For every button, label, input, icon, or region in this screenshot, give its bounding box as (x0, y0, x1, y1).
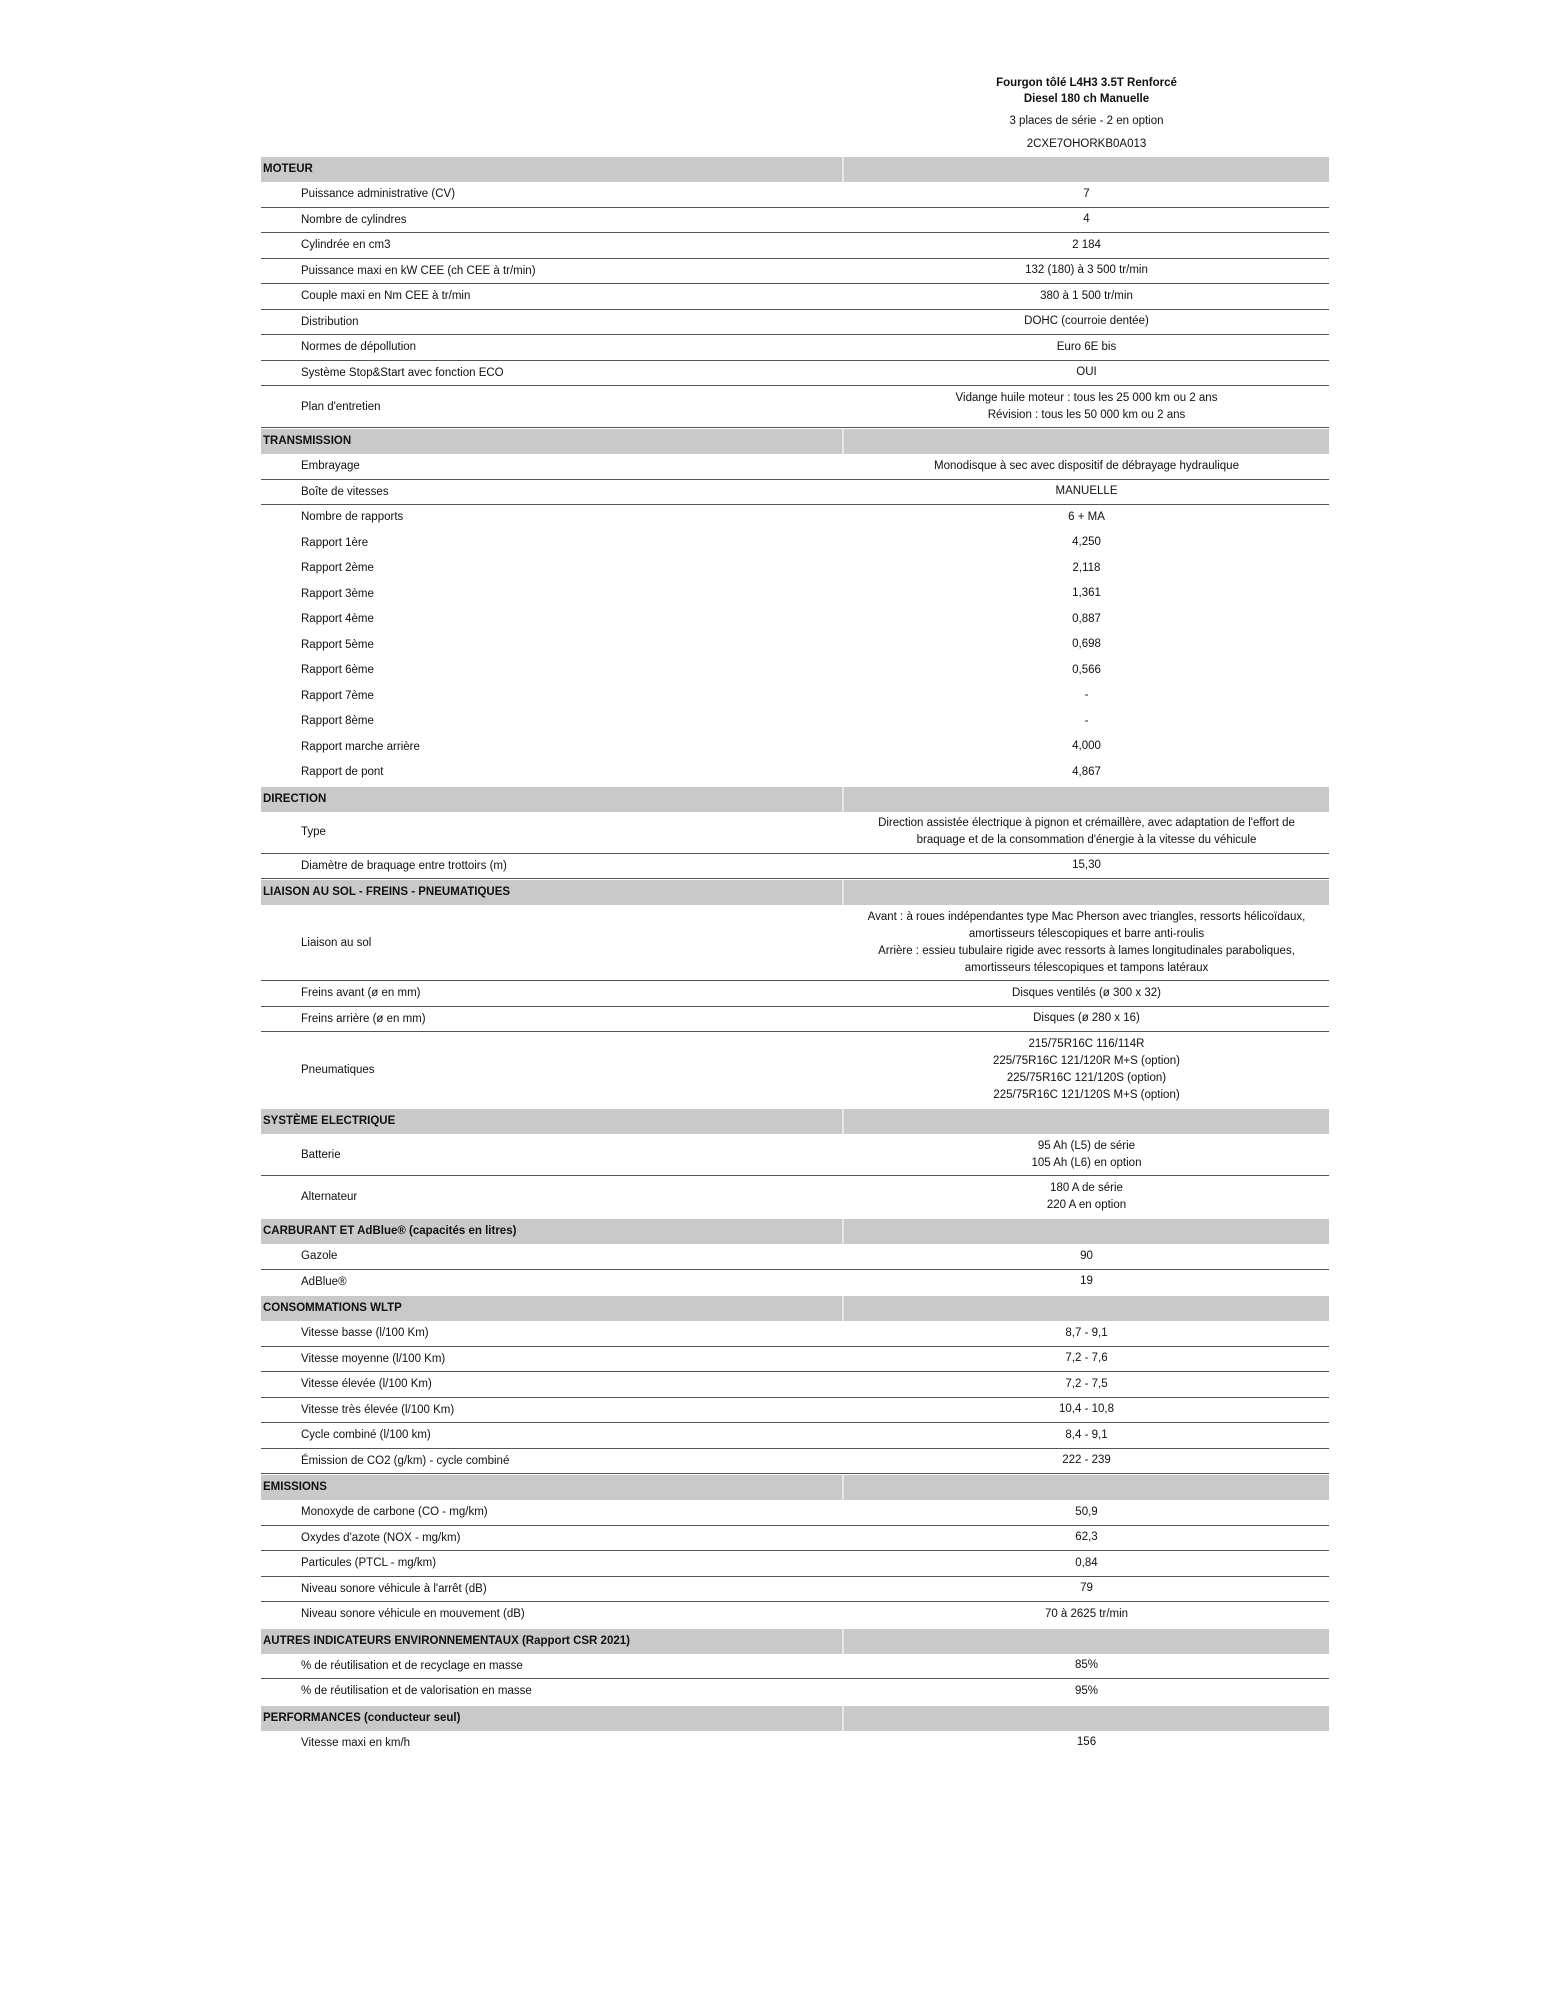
spec-value-line: 0,698 (1072, 638, 1101, 651)
spec-value-line: 95% (1074, 1684, 1099, 1697)
spec-value-line: 15,30 (1072, 859, 1101, 872)
spec-value-line: Disques ventilés (ø 300 x 32) (1012, 986, 1161, 999)
section-header-cell (842, 787, 1329, 812)
section-header (261, 429, 1329, 454)
spec-row (261, 386, 1329, 428)
spec-value-line: 132 (180) à 3 500 tr/min (1025, 264, 1148, 277)
spec-row (261, 582, 1329, 608)
section-header-cell (842, 429, 1329, 454)
spec-label: Batterie (301, 1148, 341, 1161)
spec-value (844, 1427, 1329, 1444)
spec-label: Puissance maxi en kW CEE (ch CEE à tr/min) (301, 264, 536, 277)
spec-value (844, 815, 1329, 849)
spec-value (844, 339, 1329, 356)
spec-value-line: 50,9 (1075, 1505, 1098, 1518)
spec-value-line: MANUELLE (1055, 485, 1118, 498)
spec-value-line: braquage et de la consommation d'énergie à la vitesse du véhicule (916, 834, 1257, 846)
section-header-cell (842, 1629, 1329, 1654)
section-title: LIAISON AU SOL - FREINS - PNEUMATIQUES (263, 886, 511, 898)
spec-value-line: 225/75R16C 121/120S M+S (option) (993, 1088, 1180, 1101)
spec-value-line: 0,887 (1072, 612, 1101, 625)
spec-value (844, 1350, 1329, 1367)
spec-value-line: 2 184 (1072, 238, 1101, 251)
spec-value-line: Monodisque à sec avec dispositif de débrayage hydraulique (934, 459, 1239, 472)
spec-sheet (261, 75, 1329, 1756)
spec-row (261, 284, 1329, 310)
spec-value-line: 19 (1080, 1275, 1093, 1288)
spec-label: Plan d'entretien (301, 400, 381, 413)
spec-value (844, 611, 1329, 628)
spec-row (261, 1449, 1329, 1475)
spec-value (844, 1248, 1329, 1265)
spec-value-line: 95 Ah (L5) de série (1037, 1139, 1136, 1152)
spec-value (844, 560, 1329, 577)
spec-value (844, 1657, 1329, 1674)
spec-row (261, 1372, 1329, 1398)
spec-label: Couple maxi en Nm CEE à tr/min (301, 290, 471, 303)
section-title: SYSTÈME ELECTRIQUE (263, 1115, 396, 1127)
spec-label: Particules (PTCL - mg/km) (301, 1557, 437, 1570)
seats-info: 3 places de série - 2 en option (1009, 115, 1164, 127)
spec-value-line: 4,250 (1072, 536, 1101, 549)
spec-row (261, 1270, 1329, 1296)
spec-value (844, 857, 1329, 874)
spec-value (844, 1529, 1329, 1546)
spec-value (844, 390, 1329, 424)
spec-row (261, 208, 1329, 234)
spec-label: Embrayage (301, 460, 360, 473)
spec-value-line: Disques (ø 280 x 16) (1033, 1012, 1140, 1025)
spec-value-line: 156 (1076, 1736, 1097, 1749)
spec-value (844, 662, 1329, 679)
spec-value (844, 636, 1329, 653)
section-header-cell (842, 1296, 1329, 1321)
section-title: EMISSIONS (263, 1481, 327, 1493)
spec-row (261, 684, 1329, 710)
spec-row (261, 607, 1329, 633)
spec-value (844, 262, 1329, 279)
spec-value (844, 1555, 1329, 1572)
spec-label: Puissance administrative (CV) (301, 188, 456, 201)
spec-row (261, 531, 1329, 557)
spec-value-line: 8,7 - 9,1 (1065, 1326, 1108, 1339)
spec-value-line: 220 A en option (1046, 1198, 1127, 1211)
spec-row (261, 259, 1329, 285)
spec-row (261, 1551, 1329, 1577)
spec-label: Rapport 3ème (301, 587, 374, 600)
spec-value-line: 7 (1083, 187, 1090, 200)
spec-label: Système Stop&Start avec fonction ECO (301, 366, 504, 379)
section-header (261, 157, 1329, 182)
spec-value-line: 10,4 - 10,8 (1059, 1403, 1114, 1416)
spec-label: Cycle combiné (l/100 km) (301, 1429, 431, 1442)
spec-value (844, 534, 1329, 551)
spec-label: Rapport 4ème (301, 613, 374, 626)
spec-label: Niveau sonore véhicule à l'arrêt (dB) (301, 1582, 487, 1595)
spec-value (844, 1138, 1329, 1172)
spec-label: Boîte de vitesses (301, 485, 389, 498)
spec-value-line: 7,2 - 7,5 (1065, 1377, 1108, 1390)
spec-label: Rapport 7ème (301, 689, 374, 702)
spec-value (844, 1180, 1329, 1214)
spec-value-line: Avant : à roues indépendantes type Mac Pherson avec triangles, ressorts hélicoïdaux, (867, 910, 1306, 923)
spec-value-line: 222 - 239 (1062, 1454, 1111, 1467)
spec-value (844, 1376, 1329, 1393)
spec-row (261, 310, 1329, 336)
spec-label: AdBlue® (301, 1275, 347, 1288)
spec-value (844, 909, 1329, 977)
spec-value-line: OUI (1076, 366, 1097, 379)
vehicle-code: 2CXE7OHORKB0A013 (1026, 138, 1147, 150)
spec-row (261, 182, 1329, 208)
spec-value-line: 215/75R16C 116/114R (1028, 1037, 1145, 1050)
spec-label: Rapport de pont (301, 766, 384, 779)
spec-row (261, 1347, 1329, 1373)
spec-label: Vitesse élevée (l/100 Km) (301, 1378, 432, 1391)
spec-row (261, 1526, 1329, 1552)
spec-label: % de réutilisation et de recyclage en masse (301, 1659, 523, 1672)
spec-label: Diamètre de braquage entre trottoirs (m) (301, 859, 507, 872)
spec-value-line: - (1084, 689, 1089, 702)
spec-row (261, 854, 1329, 880)
spec-row (261, 1134, 1329, 1176)
spec-label: Type (301, 826, 326, 838)
spec-value-line: Direction assistée électrique à pignon et crémaillère, avec adaptation de l'effort de (878, 817, 1295, 829)
spec-row (261, 505, 1329, 531)
vehicle-title-line1: Fourgon tôlé L4H3 3.5T Renforcé (996, 77, 1177, 89)
spec-value-line: 4 (1083, 213, 1090, 226)
spec-label: Cylindrée en cm3 (301, 239, 391, 252)
spec-value (844, 1580, 1329, 1597)
spec-row (261, 480, 1329, 506)
spec-label: Rapport 1ère (301, 536, 369, 549)
spec-row (261, 556, 1329, 582)
spec-label: Normes de dépollution (301, 341, 417, 354)
section-header (261, 787, 1329, 812)
spec-label: Monoxyde de carbone (CO - mg/km) (301, 1506, 488, 1519)
section-header-cell (842, 1706, 1329, 1731)
spec-value-line: 225/75R16C 121/120S (option) (1006, 1071, 1167, 1084)
spec-row (261, 633, 1329, 659)
spec-label: Rapport 8ème (301, 715, 374, 728)
spec-value-line: 4,867 (1072, 765, 1101, 778)
spec-row (261, 233, 1329, 259)
section-header-cell (842, 880, 1329, 905)
spec-value-line: 70 à 2625 tr/min (1044, 1607, 1129, 1620)
section-title: AUTRES INDICATEURS ENVIRONNEMENTAUX (Rapport CSR 2021) (263, 1634, 630, 1647)
section-header (261, 1109, 1329, 1134)
spec-value (844, 364, 1329, 381)
spec-label: Rapport 6ème (301, 664, 374, 677)
spec-row (261, 361, 1329, 387)
spec-label: Distribution (301, 315, 359, 328)
spec-value (844, 1606, 1329, 1623)
section-title: CONSOMMATIONS WLTP (263, 1302, 402, 1314)
spec-value-line: - (1084, 714, 1089, 727)
spec-value (844, 1734, 1329, 1751)
spec-value (844, 211, 1329, 228)
spec-label: Oxydes d'azote (NOX - mg/km) (301, 1531, 461, 1544)
spec-value (844, 458, 1329, 475)
section-title: MOTEUR (263, 163, 313, 175)
spec-row (261, 1602, 1329, 1628)
spec-value (844, 687, 1329, 704)
spec-value (844, 1504, 1329, 1521)
spec-value (844, 237, 1329, 254)
spec-value-line: Vidange huile moteur : tous les 25 000 km ou 2 ans (955, 391, 1218, 404)
spec-row (261, 1679, 1329, 1705)
section-title: DIRECTION (263, 792, 327, 805)
spec-value-line: 90 (1080, 1249, 1093, 1262)
vehicle-title-line2: Diesel 180 ch Manuelle (1023, 93, 1150, 105)
spec-label: Nombre de cylindres (301, 213, 407, 226)
section-header-cell (842, 1475, 1329, 1500)
spec-value (844, 1683, 1329, 1700)
spec-row (261, 1244, 1329, 1270)
spec-row (261, 1577, 1329, 1603)
spec-value-line: 2,118 (1072, 561, 1101, 574)
spec-value (844, 1010, 1329, 1027)
spec-label: Rapport marche arrière (301, 740, 420, 753)
spec-value (844, 509, 1329, 526)
spec-value (844, 483, 1329, 500)
spec-value-line: 62,3 (1075, 1531, 1098, 1544)
section-header-cell (842, 1219, 1329, 1244)
spec-label: Liaison au sol (301, 936, 372, 949)
spec-value-line: 0,566 (1072, 663, 1101, 676)
spec-value-line: Euro 6E bis (1056, 340, 1117, 353)
spec-label: Vitesse basse (l/100 Km) (301, 1327, 429, 1340)
spec-value-line: Arrière : essieu tubulaire rigide avec ressorts à lames longitudinales paraboliques, (878, 944, 1295, 957)
spec-value-line: DOHC (courroie dentée) (1024, 315, 1149, 328)
spec-label: Alternateur (301, 1190, 358, 1203)
spec-row (261, 981, 1329, 1007)
spec-value (844, 738, 1329, 755)
spec-label: Vitesse très élevée (l/100 Km) (301, 1403, 455, 1416)
spec-value-line: 225/75R16C 121/120R M+S (option) (993, 1054, 1180, 1067)
spec-value (844, 764, 1329, 781)
spec-row (261, 760, 1329, 786)
spec-value-line: 79 (1080, 1582, 1093, 1595)
spec-value (844, 288, 1329, 305)
spec-value (844, 1452, 1329, 1469)
spec-value (844, 585, 1329, 602)
spec-row (261, 335, 1329, 361)
spec-value-line: 8,4 - 9,1 (1065, 1428, 1108, 1441)
spec-value-line: Révision : tous les 50 000 km ou 2 ans (987, 408, 1186, 421)
section-title: TRANSMISSION (263, 435, 352, 447)
spec-value-line: 0,84 (1075, 1556, 1098, 1569)
spec-value (844, 985, 1329, 1002)
spec-row (261, 812, 1329, 854)
spec-value-line: amortisseurs télescopiques et barre anti-roulis (968, 927, 1205, 940)
spec-label: Rapport 5ème (301, 638, 374, 651)
spec-value-line: 85% (1074, 1659, 1099, 1672)
spec-value (844, 1036, 1329, 1104)
spec-value (844, 713, 1329, 730)
section-header-cell (842, 157, 1329, 182)
spec-label: Vitesse moyenne (l/100 Km) (301, 1352, 446, 1365)
section-title: CARBURANT ET AdBlue® (capacités en litres) (263, 1225, 517, 1237)
spec-label: Pneumatiques (301, 1063, 375, 1076)
spec-row (261, 1398, 1329, 1424)
section-title: PERFORMANCES (conducteur seul) (263, 1711, 461, 1724)
section-header (261, 1475, 1329, 1500)
spec-value-line: 6 + MA (1068, 510, 1105, 523)
spec-label: Nombre de rapports (301, 511, 404, 524)
spec-row (261, 905, 1329, 981)
spec-row (261, 1500, 1329, 1526)
spec-row (261, 1654, 1329, 1680)
spec-row (261, 1423, 1329, 1449)
spec-value-line: amortisseurs télescopiques et tampons latéraux (964, 961, 1209, 974)
spec-value-line: 105 Ah (L6) en option (1031, 1156, 1142, 1169)
spec-value (844, 1325, 1329, 1342)
spec-row (261, 735, 1329, 761)
spec-row (261, 658, 1329, 684)
spec-row (261, 1321, 1329, 1347)
spec-value-line: 7,2 - 7,6 (1065, 1352, 1108, 1365)
spec-label: Freins avant (ø en mm) (301, 987, 421, 1000)
section-header (261, 1629, 1329, 1654)
spec-value (844, 313, 1329, 330)
spec-value-line: 380 à 1 500 tr/min (1040, 289, 1133, 302)
section-header (261, 1706, 1329, 1731)
spec-value-line: 1,361 (1072, 587, 1101, 600)
spec-row (261, 1176, 1329, 1218)
spec-row (261, 454, 1329, 480)
spec-label: % de réutilisation et de valorisation en masse (301, 1685, 532, 1698)
section-header (261, 1219, 1329, 1244)
spec-value-line: 180 A de série (1050, 1181, 1123, 1194)
spec-row (261, 1032, 1329, 1108)
spec-row (261, 709, 1329, 735)
spec-row (261, 1731, 1329, 1757)
spec-label: Émission de CO2 (g/km) - cycle combiné (301, 1454, 510, 1467)
spec-label: Gazole (301, 1250, 338, 1263)
spec-value (844, 1401, 1329, 1418)
spec-table (261, 157, 1329, 1756)
spec-value-line: 4,000 (1072, 740, 1101, 753)
spec-value (844, 186, 1329, 203)
spec-value (844, 1273, 1329, 1290)
section-header (261, 880, 1329, 905)
section-header-cell (842, 1109, 1329, 1134)
spec-label: Freins arrière (ø en mm) (301, 1012, 426, 1025)
section-header (261, 1296, 1329, 1321)
vehicle-header (844, 75, 1329, 153)
spec-label: Niveau sonore véhicule en mouvement (dB) (301, 1608, 525, 1621)
spec-label: Vitesse maxi en km/h (301, 1736, 411, 1749)
spec-row (261, 1007, 1329, 1033)
spec-label: Rapport 2ème (301, 562, 374, 575)
